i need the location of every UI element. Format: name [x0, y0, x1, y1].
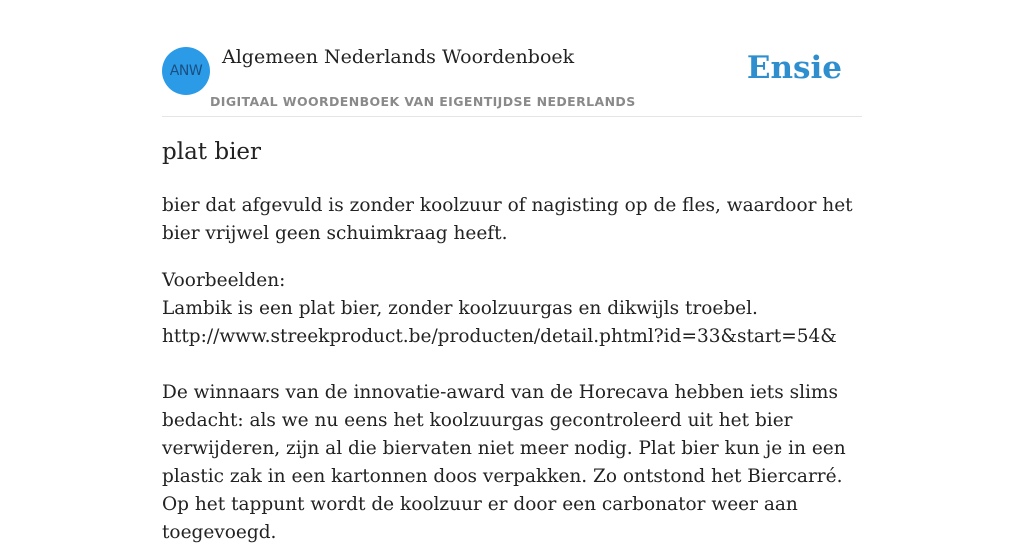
- site-header: [162, 0, 862, 117]
- anw-logo[interactable]: ANW: [162, 47, 210, 95]
- example-source: http://www.streekproduct.be/producten/detail.phtml?id=33&start=54&: [162, 326, 837, 347]
- example-paragraph: De winnaars van de innovatie-award van de Horecava hebben iets slims bedacht: als we nu eens het koolzuurgas gecontroleerd uit het bier verwijderen, zijn al die biervaten niet meer nodig. Plat bier kun je in een plastic zak in een kartonnen doos verpakken. Zo ontstond het Biercarré. Op het tappunt wordt de koolzuur er door een carbonator weer aan toegevoegd.: [162, 382, 846, 543]
- examples-section: [162, 267, 862, 547]
- site-title[interactable]: Algemeen Nederlands Woordenboek: [222, 46, 575, 68]
- site-subtitle: DIGITAAL WOORDENBOEK VAN EIGENTIJDSE NEDERLANDS: [210, 94, 636, 109]
- examples-label: Voorbeelden:: [162, 270, 286, 291]
- example-spacer: [162, 351, 862, 379]
- entry-definition: bier dat afgevuld is zonder koolzuur of nagisting op de fles, waardoor het bier vrijwel geen schuimkraag heeft.: [162, 195, 853, 244]
- ensie-brand-logo[interactable]: Ensie: [746, 50, 842, 86]
- example-sentence: Lambik is een plat bier, zonder koolzuurgas en dikwijls troebel.: [162, 298, 758, 319]
- page: [162, 0, 862, 543]
- entry-title: plat bier: [162, 139, 262, 165]
